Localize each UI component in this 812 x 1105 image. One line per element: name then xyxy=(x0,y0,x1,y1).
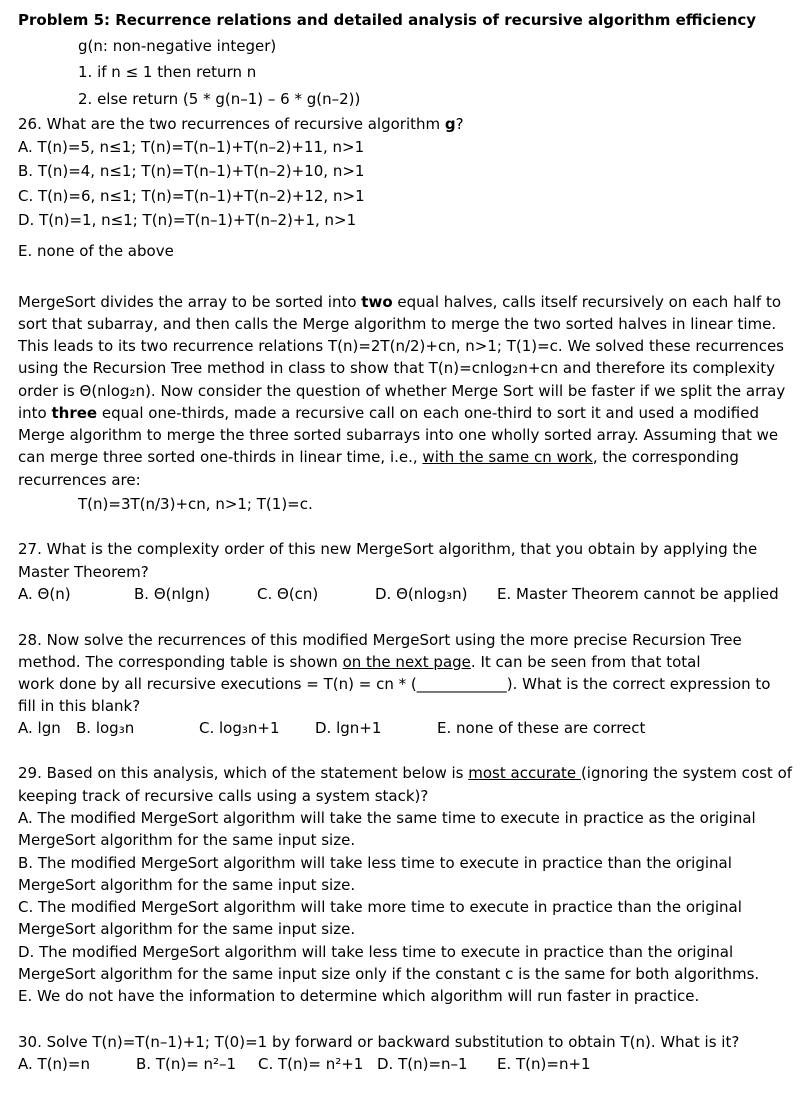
problem-title: Problem 5: Recurrence relations and detailed analysis of recursive algorithm efficiency xyxy=(18,11,757,29)
q26-option-b: B. T(n)=4, n≤1; T(n)=T(n–1)+T(n–2)+10, n>1 xyxy=(18,162,365,180)
question-26-stem: 26. What are the two recurrences of recursive algorithm g? xyxy=(18,115,464,133)
question-30-stem: 30. Solve T(n)=T(n–1)+1; T(0)=1 by forward or backward substitution to obtain T(n). What is it? xyxy=(18,1033,740,1051)
q26-option-a: A. T(n)=5, n≤1; T(n)=T(n–1)+T(n–2)+11, n>1 xyxy=(18,138,365,156)
q28-option-a: A. lgn xyxy=(18,719,61,737)
q29-option-b: MergeSort algorithm for the same input size. xyxy=(18,876,356,894)
q30-option-b: B. T(n)= n²–1 xyxy=(136,1055,237,1073)
q28-option-d: D. lgn+1 xyxy=(315,719,382,737)
q28-option-c: C. log₃n+1 xyxy=(199,719,280,737)
q27-options xyxy=(0,583,812,605)
q29-option-d: MergeSort algorithm for the same input size only if the constant c is the same for both algorithms. xyxy=(18,965,760,983)
q30-options xyxy=(0,1053,812,1075)
question-28-stem: work done by all recursive executions = T(n) = cn * (____________). What is the correct expression to xyxy=(18,675,771,693)
q28-option-e: E. none of these are correct xyxy=(437,719,646,737)
algorithm-step-2: 2. else return (5 * g(n–1) – 6 * g(n–2)) xyxy=(78,90,361,108)
q30-option-e: E. T(n)=n+1 xyxy=(497,1055,591,1073)
q30-option-d: D. T(n)=n–1 xyxy=(377,1055,468,1073)
q30-option-a: A. T(n)=n xyxy=(18,1055,90,1073)
q28-option-b: B. log₃n xyxy=(76,719,135,737)
q29-option-b: B. The modified MergeSort algorithm will take less time to execute in practice than the original xyxy=(18,854,732,872)
q29-option-a: A. The modified MergeSort algorithm will take the same time to execute in practice as the original xyxy=(18,809,756,827)
q26-option-e: E. none of the above xyxy=(18,242,174,260)
mergesort-recurrence-formula: T(n)=3T(n/3)+cn, n>1; T(1)=c. xyxy=(78,495,313,513)
mergesort-paragraph-line: recurrences are: xyxy=(18,471,141,489)
algorithm-signature: g(n: non-negative integer) xyxy=(78,37,277,55)
question-28-stem: 28. Now solve the recurrences of this modified MergeSort using the more precise Recursion Tree xyxy=(18,631,742,649)
q27-option-c: C. Θ(cn) xyxy=(257,585,319,603)
mergesort-paragraph-line: Merge algorithm to merge the three sorted subarrays into one wholly sorted array. Assuming that we xyxy=(18,426,779,444)
q29-option-c: MergeSort algorithm for the same input size. xyxy=(18,920,356,938)
q27-option-a: A. Θ(n) xyxy=(18,585,71,603)
algorithm-step-1: 1. if n ≤ 1 then return n xyxy=(78,63,257,81)
q29-option-c: C. The modified MergeSort algorithm will take more time to execute in practice than the original xyxy=(18,898,742,916)
mergesort-paragraph-line: using the Recursion Tree method in class to show that T(n)=cnlog₂n+cn and therefore its complexity xyxy=(18,359,776,377)
q29-option-e: E. We do not have the information to determine which algorithm will run faster in practice. xyxy=(18,987,700,1005)
q26-option-d: D. T(n)=1, n≤1; T(n)=T(n–1)+T(n–2)+1, n>1 xyxy=(18,211,357,229)
question-29-stem: keeping track of recursive calls using a system stack)? xyxy=(18,787,429,805)
mergesort-paragraph-line: can merge three sorted one-thirds in linear time, i.e., with the same cn work, the corresponding xyxy=(18,448,739,466)
answer-blank: ____________ xyxy=(416,675,507,693)
q29-option-a: MergeSort algorithm for the same input size. xyxy=(18,831,356,849)
mergesort-paragraph-line: MergeSort divides the array to be sorted into two equal halves, calls itself recursively on each half to xyxy=(18,293,782,311)
mergesort-paragraph-line: order is Θ(nlog₂n). Now consider the question of whether Merge Sort will be faster if we split the array xyxy=(18,382,786,400)
q27-option-d: D. Θ(nlog₃n) xyxy=(375,585,468,603)
q27-option-b: B. Θ(nlgn) xyxy=(134,585,211,603)
q26-option-c: C. T(n)=6, n≤1; T(n)=T(n–1)+T(n–2)+12, n>1 xyxy=(18,187,365,205)
q29-option-d: D. The modified MergeSort algorithm will take less time to execute in practice than the original xyxy=(18,943,734,961)
question-29-stem: 29. Based on this analysis, which of the statement below is most accurate (ignoring the system cost of xyxy=(18,764,793,782)
question-27-stem: 27. What is the complexity order of this new MergeSort algorithm, that you obtain by applying the xyxy=(18,540,758,558)
question-27-stem: Master Theorem? xyxy=(18,563,149,581)
mergesort-paragraph-line: sort that subarray, and then calls the Merge algorithm to merge the two sorted halves in linear time. xyxy=(18,315,777,333)
mergesort-paragraph-line: This leads to its two recurrence relations T(n)=2T(n/2)+cn, n>1; T(1)=c. We solved these recurrences xyxy=(18,337,784,355)
q28-options xyxy=(0,717,812,739)
question-28-stem: method. The corresponding table is shown on the next page. It can be seen from that total xyxy=(18,653,701,671)
q30-option-c: C. T(n)= n²+1 xyxy=(258,1055,364,1073)
mergesort-paragraph-line: into three equal one-thirds, made a recursive call on each one-third to sort it and used a modified xyxy=(18,404,759,422)
q27-option-e: E. Master Theorem cannot be applied xyxy=(497,585,779,603)
question-28-stem: fill in this blank? xyxy=(18,697,141,715)
